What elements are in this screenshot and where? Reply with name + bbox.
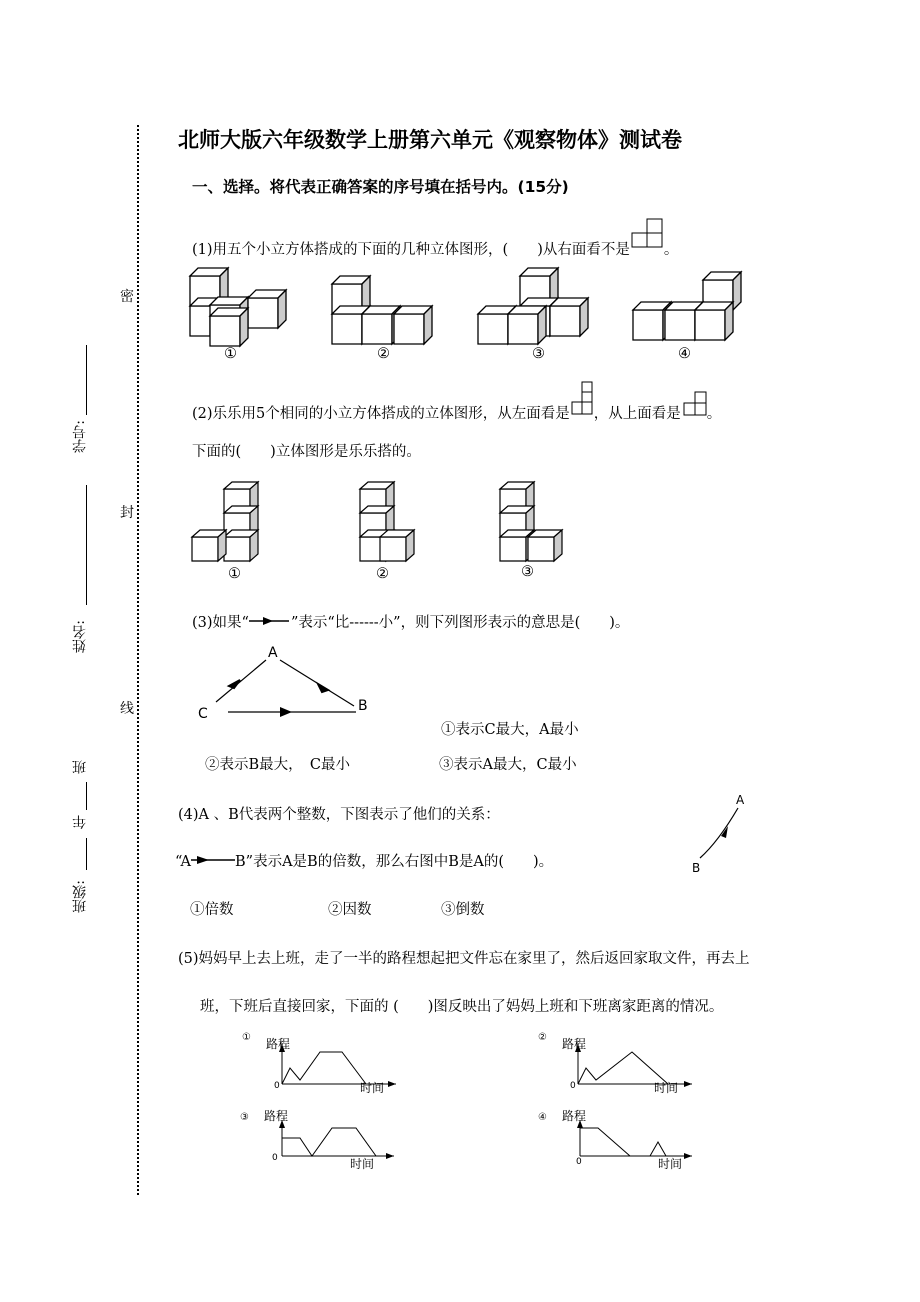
q2-text-a: (2)乐乐用5个相同的小立方体搭成的立体图形，从左面看是 [192,406,570,422]
binding-dotted-line [137,125,139,1195]
name-label: 姓名: [72,620,88,653]
q5-graph-2-num: ② [538,1032,547,1043]
class-char: 班 [72,760,88,774]
q4-text-a: “A [175,854,192,870]
q2-text-c: 。 [706,406,722,422]
q5-graph-1-origin: 0 [274,1081,280,1091]
q4-option-2[interactable]: ②因数 [328,902,372,918]
q3-option-3[interactable]: ③表示A最大，C最小 [439,757,577,773]
q2-option-3[interactable]: ③ [521,564,534,580]
q2-line-2: 下面的( )立体图形是乐乐搭的。 [192,444,421,460]
q1-option-4[interactable]: ④ [678,346,691,362]
name-blank[interactable] [86,485,87,605]
q5-graph-4[interactable] [538,1108,698,1173]
q3-node-c: C [198,706,208,722]
q5-graph-3-num: ③ [240,1112,249,1123]
q4-node-b: B [692,861,701,875]
q1-view-icon [630,232,664,260]
q5-graph-4-ylabel: 路程 [562,1109,587,1123]
q1-option-3[interactable]: ③ [532,346,545,362]
q3-text-a: (3)如果“ [192,615,249,631]
class-blank[interactable] [86,782,87,810]
q3-node-a: A [268,645,278,661]
q3-diagram [192,642,382,722]
q1-text-after: 。 [663,242,679,258]
student-id-blank[interactable] [86,345,87,415]
q5-graph-3-ylabel: 路程 [264,1109,289,1123]
q5-graph-4-num: ④ [538,1112,547,1123]
q1-text [192,232,678,260]
q2-option-2[interactable]: ② [376,566,389,582]
seal-char-xian: 线 [120,696,134,720]
q2-figure-1 [190,482,270,562]
q5-graph-2-xlabel: 时间 [654,1081,679,1095]
q5-line-2: 班，下班后直接回家，下面的 ( )图反映出了妈妈上班和下班离家距离的情况。 [200,999,724,1015]
q5-graph-3-xlabel: 时间 [350,1157,375,1171]
seal-char-mi: 密 [120,284,134,308]
class-label: 班级: [72,880,88,913]
q3-option-1[interactable]: ①表示C最大，A最小 [441,722,579,738]
q1-figure-1 [190,268,300,340]
q1-figure-3 [478,268,608,340]
q5-graph-3-origin: 0 [272,1153,278,1163]
q1-option-1[interactable]: ① [224,346,237,362]
q4-option-3[interactable]: ③倒数 [441,902,485,918]
q2-line-1 [192,402,721,423]
q1-text-before: (1)用五个小立方体搭成的下面的几种立体图形，( )从右面看不是 [192,242,630,258]
q2-option-1[interactable]: ① [228,566,241,582]
q5-graph-1-xlabel: 时间 [360,1081,385,1095]
student-id-label: 学号: [72,420,88,453]
seal-char-feng: 封 [120,500,134,524]
q4-arrow-icon [191,853,235,867]
q5-graph-4-origin: 0 [576,1157,582,1167]
q2-left-view-icon [570,402,594,422]
q1-figure-2 [332,270,442,340]
q5-graph-2-ylabel: 路程 [562,1037,587,1051]
q2-figure-3 [500,482,590,562]
q5-graph-2[interactable] [538,1030,698,1095]
q4-option-1[interactable]: ①倍数 [190,902,234,918]
q5-graph-4-xlabel: 时间 [658,1157,683,1171]
q2-figure-2 [360,482,440,562]
q4-text-b: B”表示A是B的倍数，那么右图中B是A的( )。 [235,854,554,870]
grade-blank[interactable] [86,838,87,870]
q5-line-1: (5)妈妈早上去上班，走了一半的路程想起把文件忘在家里了，然后返回家取文件，再去上 [178,951,750,967]
q5-graph-1-num: ① [242,1032,251,1043]
q1-figure-4 [633,268,753,340]
q3-arrow-icon [249,614,291,628]
q1-option-2[interactable]: ② [377,346,390,362]
grade-char: 年 [72,815,88,829]
q4-text-1: (4)A 、B代表两个整数，下图表示了他们的关系： [178,807,500,823]
q5-graph-1[interactable] [242,1030,402,1095]
q4-node-a: A [736,793,745,807]
q4-text-2 [175,850,553,871]
q3-option-2[interactable]: ②表示B最大， C最小 [205,757,350,773]
q2-top-view-icon [681,402,707,422]
q3-node-b: B [358,698,368,714]
section-1-heading: 一、选择。将代表正确答案的序号填在括号内。(15分) [192,178,569,196]
page-title: 北师大版六年级数学上册第六单元《观察物体》测试卷 [178,128,682,152]
q5-graph-3[interactable] [240,1108,400,1173]
q3-text-b: ”表示“比------小”，则下列图形表示的意思是( )。 [290,615,630,631]
q4-diagram [688,790,758,880]
q2-text-b: ，从上面看是 [593,406,681,422]
q3-text [192,611,629,632]
q5-graph-2-origin: 0 [570,1081,576,1091]
q5-graph-1-ylabel: 路程 [266,1037,291,1051]
